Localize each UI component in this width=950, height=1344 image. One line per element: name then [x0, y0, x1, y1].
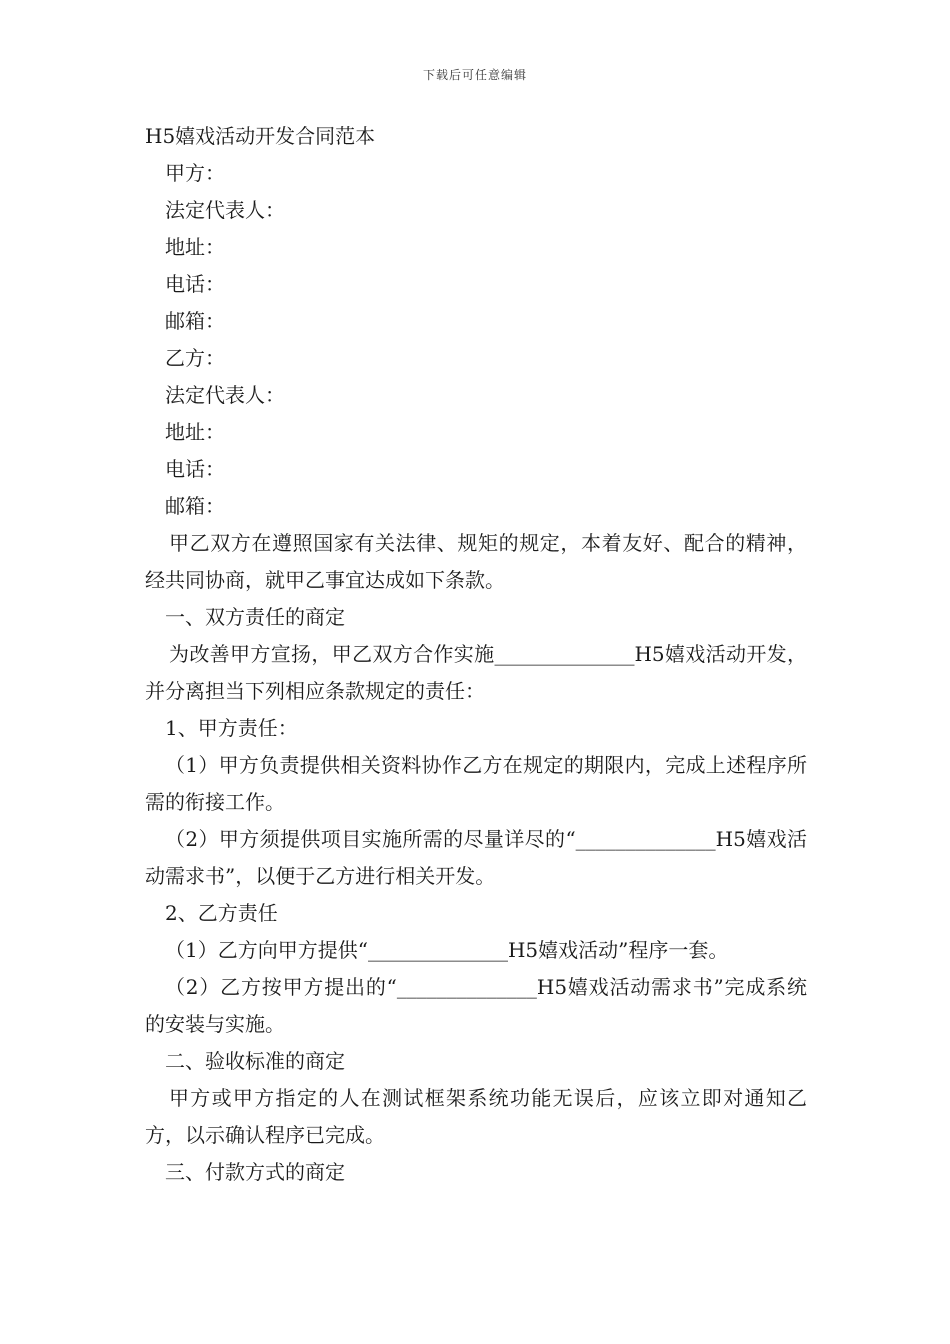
- document-title: H5嬉戏活动开发合同范本: [145, 124, 376, 148]
- party-b-representative-label: 法定代表人：: [165, 383, 285, 407]
- party-a-address-label: 地址：: [165, 235, 225, 259]
- party-a-representative-label: 法定代表人：: [165, 198, 285, 222]
- party-b-item-2: （2）乙方按甲方提出的“______________H5嬉戏活动需求书”完成系统的安装与实施。: [145, 975, 807, 1036]
- party-a-item-1: （1）甲方负责提供相关资料协作乙方在规定的期限内，完成上述程序所需的衔接工作。: [145, 753, 807, 814]
- page-header: 下载后可任意编辑: [422, 68, 527, 82]
- party-b-name-label: 乙方：: [165, 346, 225, 370]
- party-b-address-label: 地址：: [165, 420, 225, 444]
- section1-heading: 一、双方责任的商定: [165, 605, 345, 629]
- party-b-phone-label: 电话：: [165, 457, 225, 481]
- party-a-responsibilities-heading: 1、甲方责任：: [165, 716, 298, 740]
- section1-body: 为改善甲方宣扬，甲乙双方合作实施______________H5嬉戏活动开发，并分离担当下列相应条款规定的责任：: [145, 642, 807, 703]
- party-a-item-2: （2）甲方须提供项目实施所需的尽量详尽的“______________H5嬉戏活动需求书”，以便于乙方进行相关开发。: [145, 827, 807, 888]
- section2-body: 甲方或甲方指定的人在测试框架系统功能无误后，应该立即对通知乙方，以示确认程序已完成。: [145, 1086, 807, 1147]
- party-b-item-1: （1）乙方向甲方提供“______________H5嬉戏活动”程序一套。: [165, 938, 729, 962]
- party-b-responsibilities-heading: 2、乙方责任: [165, 901, 278, 925]
- party-b-email-label: 邮箱：: [165, 494, 225, 518]
- section2-heading: 二、验收标准的商定: [165, 1049, 345, 1073]
- section3-heading: 三、付款方式的商定: [165, 1160, 345, 1184]
- party-a-name-label: 甲方：: [165, 161, 225, 185]
- party-a-email-label: 邮箱：: [165, 309, 225, 333]
- document-body: [145, 118, 807, 1191]
- party-a-phone-label: 电话：: [165, 272, 225, 296]
- intro-paragraph: 甲乙双方在遵照国家有关法律、规矩的规定，本着友好、配合的精神，经共同协商，就甲乙事宜达成如下条款。: [145, 531, 807, 592]
